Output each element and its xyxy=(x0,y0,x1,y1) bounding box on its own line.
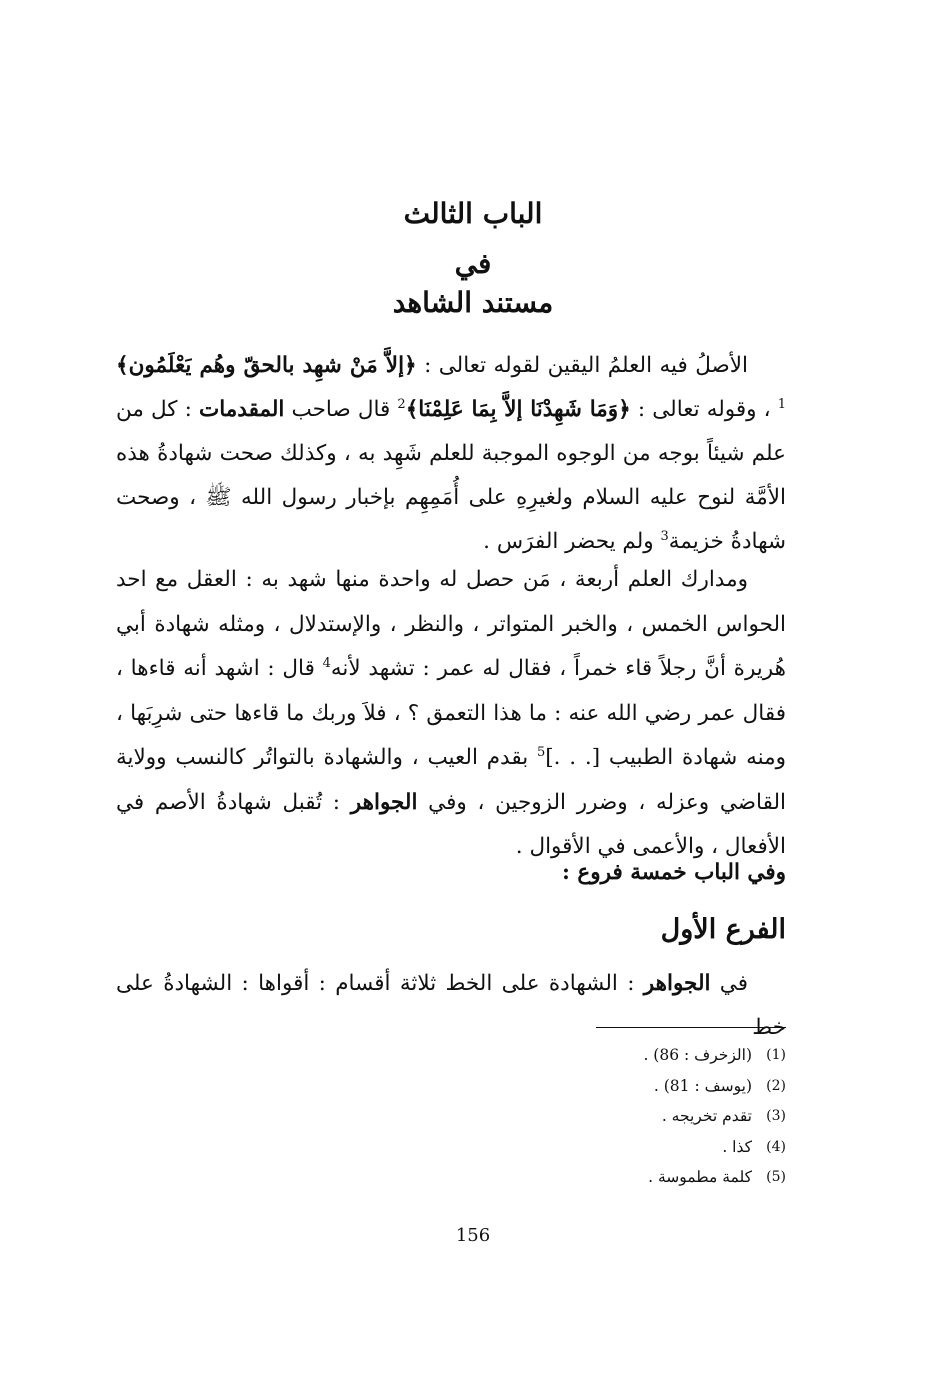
footnote-text: (الزخرف : 86) . xyxy=(643,1046,752,1064)
paragraph-4 xyxy=(116,962,786,1050)
footnote-number: (1) xyxy=(766,1047,786,1063)
quran-verse-2: ﴿وَمَا شَهِدْنَا إلاَّ بِمَا عَلِمْنَا﴾ xyxy=(405,397,631,422)
footnote-ref-4: 4 xyxy=(322,655,331,671)
footnote-ref-5: 5 xyxy=(536,744,546,760)
paragraph-1 xyxy=(116,344,786,564)
footnote-item xyxy=(500,1101,786,1132)
book-title-jawahir: الجواهر xyxy=(350,789,418,815)
footnote-number: (4) xyxy=(766,1138,786,1155)
footnote-ref-3: 3 xyxy=(660,528,669,544)
paragraph-1-text-5: ولم يحضر الفرَس . xyxy=(483,529,661,554)
footnote-separator xyxy=(596,1027,786,1028)
footnote-number: (3) xyxy=(766,1108,786,1124)
footnote-text: تقدم تخريجه . xyxy=(661,1107,752,1125)
paragraph-2-text-3: بقدم العيب ، والشهادة بالتواتُر كالنسب وولاية القاضي وعزله ، وضرر الزوجين ، وفي xyxy=(116,745,786,815)
footnote-text: (يوسف : 81) . xyxy=(653,1076,752,1095)
footnote-ref-2: 2 xyxy=(397,396,406,412)
book-title-muqaddimat: المقدمات xyxy=(198,397,285,422)
footnote-number: (2) xyxy=(766,1077,786,1094)
footnote-text: كلمة مطموسة . xyxy=(648,1168,752,1186)
branches-intro: وفي الباب خمسة فروع : xyxy=(561,860,786,885)
paragraph-4-text-1: في xyxy=(710,971,748,996)
paragraph-1-text-3: قال صاحب xyxy=(284,397,398,422)
paragraph-2-text-4: : تُقبل شهادةُ الأصم في الأفعال ، والأعمى في الأقوال . xyxy=(116,789,786,859)
chapter-title-preposition: في xyxy=(454,247,492,280)
paragraph-1-text-2: ، وقوله تعالى : xyxy=(630,397,778,422)
footnote-item xyxy=(500,1040,786,1071)
paragraph-2-text-2: قال : اشهد أنه قاءها ، فقال عمر رضي الله عنه : ما هذا التعمق ؟ ، فلاَ وربك ما قاءها حتى شرِبَها ، ومنه شهادة الطبيب [. . .] xyxy=(116,656,786,770)
footnote-number: (5) xyxy=(766,1169,786,1185)
chapter-title: الباب الثالث xyxy=(403,197,543,230)
paragraph-2 xyxy=(116,558,786,870)
footnotes-list xyxy=(500,1040,786,1193)
paragraph-1-text-4: : كل من علم شيئاً بوجه من الوجوه الموجبة للعلم شَهِد به ، وكذلك صحت شهادةُ هذه الأمَّة لنوح عليه السلام ولغيرِهِ على أُمَمِهِم بإخبار رسول الله ﷺ ، وصحت شهادةُ خزيمة xyxy=(116,397,786,554)
footnote-item xyxy=(500,1162,786,1193)
section-heading: الفرع الأول xyxy=(660,914,786,945)
book-title-jawahir-2: الجواهر xyxy=(643,971,711,996)
footnote-item xyxy=(500,1071,786,1102)
footnote-item xyxy=(500,1132,786,1163)
chapter-subject: مستند الشاهد xyxy=(392,286,554,319)
quran-verse-1: ﴿إلاَّ مَنْ شهِد بالحقّ وهُم يَعْلَمُون﴾ xyxy=(116,353,417,378)
paragraph-1-text-1: الأصلُ فيه العلمُ اليقين لقوله تعالى : xyxy=(416,353,748,378)
paragraph-4-text-2: : الشهادة على الخط ثلاثة أقسام : أقواها : الشهادةُ على خط xyxy=(116,971,786,1040)
footnote-text: كذا . xyxy=(722,1137,752,1156)
footnote-ref-1: 1 xyxy=(777,396,787,412)
page-number: 156 xyxy=(455,1225,491,1246)
paragraph-2-text-1: ومدارك العلم أربعة ، مَن حصل له واحدة منها شهد به : العقل مع احد الحواس الخمس ، والخبر المتواتر ، والنظر ، والإستدلال ، ومثله شهادة أبي هُريرة أنَّ رجلاً قاء خمراً ، فقال له عمر : تشهد لأنه xyxy=(116,567,786,681)
